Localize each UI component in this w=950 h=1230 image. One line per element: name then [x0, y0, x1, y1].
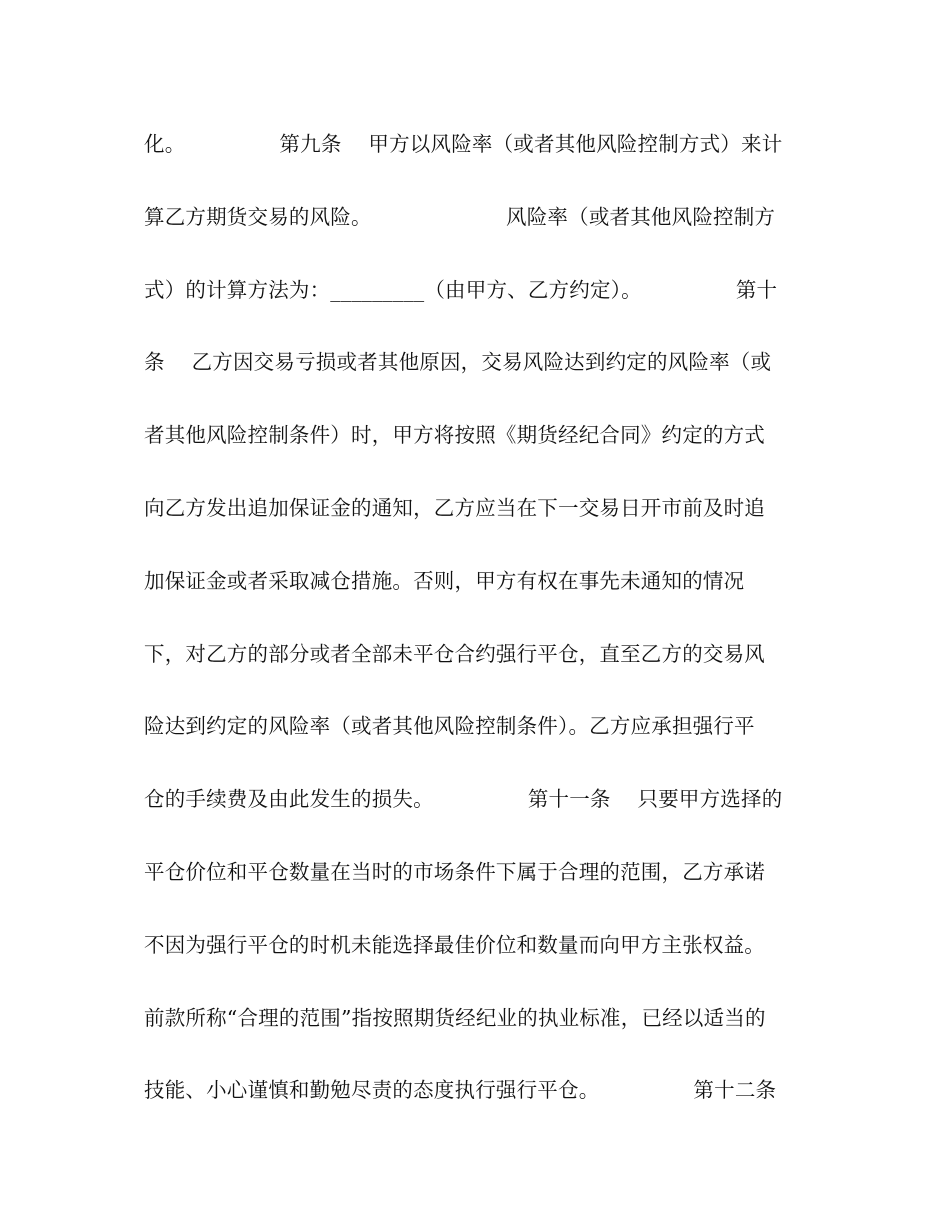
- text-line-1: 化。 第九条 甲方以风险率（或者其他风险控制方式）来计: [144, 132, 783, 156]
- text-line-7: 加保证金或者采取减仓措施。否则，甲方有权在事先未通知的情况: [144, 568, 745, 593]
- body-text: [144, 118, 804, 1137]
- text-line-12: 不因为强行平仓的时机未能选择最佳价位和数量而向甲方主张权益。: [144, 932, 765, 957]
- text-line-14: 技能、小心谨慎和勤勉尽责的态度执行强行平仓。 第十二条: [144, 1078, 777, 1103]
- text-line-3: 式）的计算方法为：_________（由甲方、乙方约定）。 第十: [144, 277, 778, 302]
- text-line-13: 前款所称“合理的范围”指按照期货经纪业的执业标准，已经以适当的: [144, 1005, 766, 1030]
- text-line-4: 条 乙方因交易亏损或者其他原因，交易风险达到约定的风险率（或: [144, 350, 772, 375]
- text-line-6: 向乙方发出追加保证金的通知，乙方应当在下一交易日开市前及时追: [144, 495, 765, 520]
- text-line-10: 仓的手续费及由此发生的损失。 第十一条 只要甲方选择的: [144, 787, 783, 812]
- text-line-8: 下，对乙方的部分或者全部未平仓合约强行平仓，直至乙方的交易风: [144, 641, 765, 666]
- text-line-5: 者其他风险控制条件）时，甲方将按照《期货经纪合同》约定的方式: [144, 423, 765, 448]
- text-line-9: 险达到约定的风险率（或者其他风险控制条件）。乙方应承担强行平: [144, 714, 755, 739]
- text-line-11: 平仓价位和平仓数量在当时的市场条件下属于合理的范围，乙方承诺: [144, 859, 765, 884]
- text-line-2: 算乙方期货交易的风险。 风险率（或者其他风险控制方: [144, 204, 776, 229]
